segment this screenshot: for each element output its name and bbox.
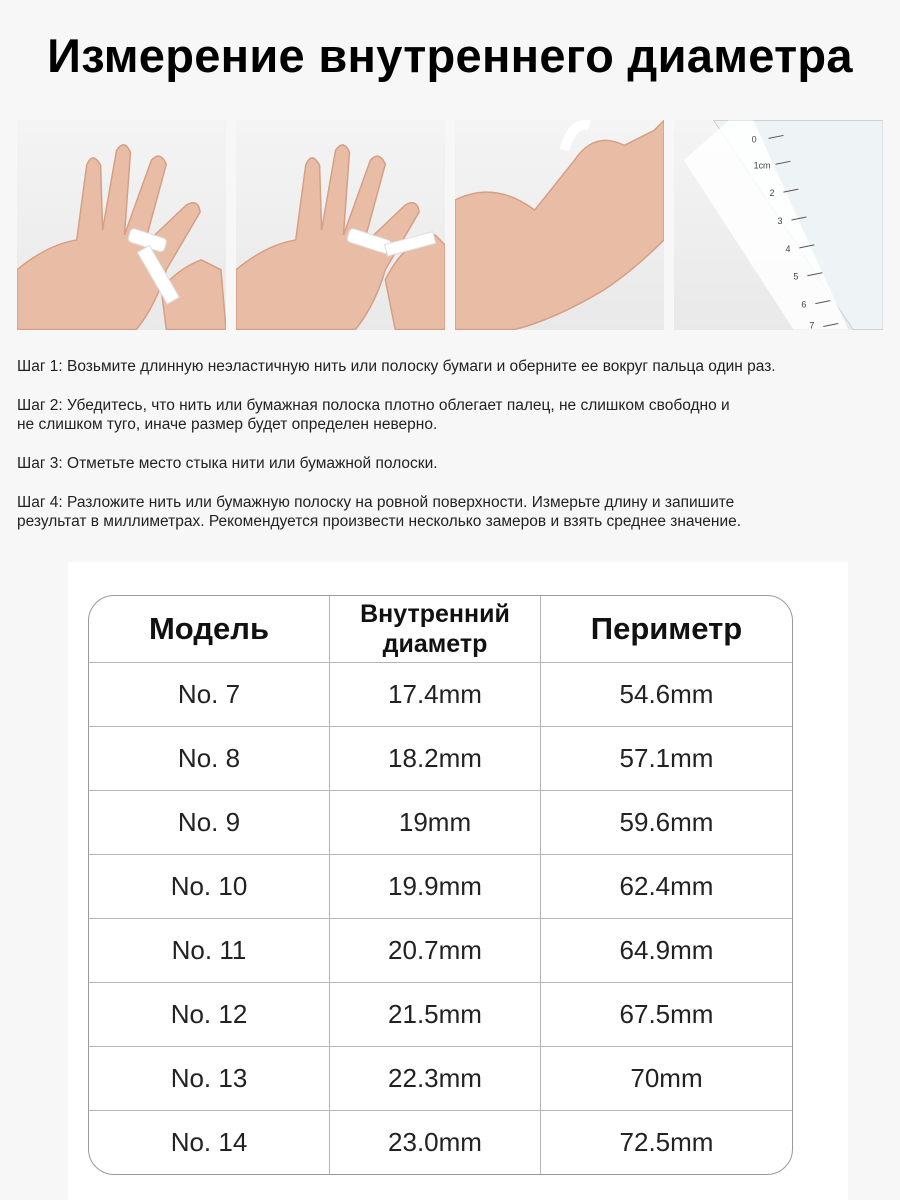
ruler-tick-label: 2	[769, 188, 775, 199]
instruction-photos	[17, 120, 883, 330]
cell-perimeter: 59.6mm	[541, 791, 792, 855]
cell-perimeter: 70mm	[541, 1047, 792, 1111]
cell-perimeter: 64.9mm	[541, 919, 792, 983]
mark-strip-joint-photo	[455, 120, 664, 330]
step-4-text: Шаг 4: Разложите нить или бумажную полоску на ровной поверхности. Измерьте длину и запишите результат в миллиметрах. Рекомендуется произвести несколько замеров и взять среднее значение.	[17, 494, 742, 530]
cell-model: No. 8	[89, 727, 330, 791]
mark-joint-icon	[455, 120, 664, 330]
cell-model: No. 14	[89, 1111, 330, 1174]
step-1-text: Шаг 1: Возьмите длинную неэластичную нить или полоску бумаги и оберните ее вокруг пальца один раз.	[17, 358, 776, 375]
table-row	[89, 663, 792, 727]
cell-diameter: 19.9mm	[330, 855, 541, 919]
cell-diameter: 17.4mm	[330, 663, 541, 727]
ruler-tick-label: 1cm	[753, 160, 771, 171]
table-row	[89, 727, 792, 791]
cell-perimeter: 57.1mm	[541, 727, 792, 791]
ruler-tick-label: 4	[785, 243, 791, 254]
hand-tighten-strip-photo	[236, 120, 445, 330]
cell-diameter: 18.2mm	[330, 727, 541, 791]
cell-diameter: 19mm	[330, 791, 541, 855]
header-inner-diameter	[330, 596, 541, 663]
table-row	[89, 1111, 792, 1174]
hand-wrap-strip-photo	[17, 120, 226, 330]
cell-perimeter: 67.5mm	[541, 983, 792, 1047]
cell-model: No. 9	[89, 791, 330, 855]
ruler-tick-label: 7	[809, 320, 815, 330]
table-row	[89, 919, 792, 983]
cell-perimeter: 72.5mm	[619, 1127, 714, 1157]
header-diameter-line1: Внутренний	[360, 600, 510, 628]
ruler-icon	[674, 120, 883, 330]
step-2-text: Шаг 2: Убедитесь, что нить или бумажная полоска плотно облегает палец, не слишком свободно и не слишком туго, иначе размер будет определен неверно.	[17, 397, 730, 433]
cell-diameter: 21.5mm	[330, 983, 541, 1047]
table-row	[89, 855, 792, 919]
size-table-panel	[68, 562, 848, 1200]
cell-model: No. 12	[89, 983, 330, 1047]
hand-tighten-icon	[236, 120, 445, 330]
ruler-tick-label: 3	[777, 216, 783, 227]
table-row	[89, 1047, 792, 1111]
cell-model: No. 7	[89, 663, 330, 727]
ruler-tick-label: 0	[751, 134, 757, 145]
cell-model: No. 10	[89, 855, 330, 919]
cell-model: No. 13	[89, 1047, 330, 1111]
ruler-measure-photo	[674, 120, 883, 330]
table-row	[89, 983, 792, 1047]
cell-model: No. 11	[89, 919, 330, 983]
instruction-steps	[17, 357, 897, 551]
ruler-tick-label: 5	[793, 271, 799, 282]
header-perimeter: Периметр	[541, 596, 792, 663]
header-model: Модель	[89, 596, 330, 663]
cell-diameter: 22.3mm	[330, 1047, 541, 1111]
cell-diameter: 23.0mm	[330, 1111, 541, 1174]
hand-wrap-icon	[17, 120, 226, 330]
step-3-text: Шаг 3: Отметьте место стыка нити или бумажной полоски.	[17, 455, 438, 472]
size-table	[88, 595, 793, 1175]
table-row	[89, 791, 792, 855]
cell-perimeter: 54.6mm	[541, 663, 792, 727]
ruler-tick-label: 6	[801, 299, 807, 310]
table-header-row	[89, 596, 792, 663]
cell-diameter: 20.7mm	[330, 919, 541, 983]
page-title: Измерение внутреннего диаметра	[47, 29, 853, 82]
cell-perimeter: 62.4mm	[541, 855, 792, 919]
header-diameter-line2: диаметр	[382, 630, 488, 658]
